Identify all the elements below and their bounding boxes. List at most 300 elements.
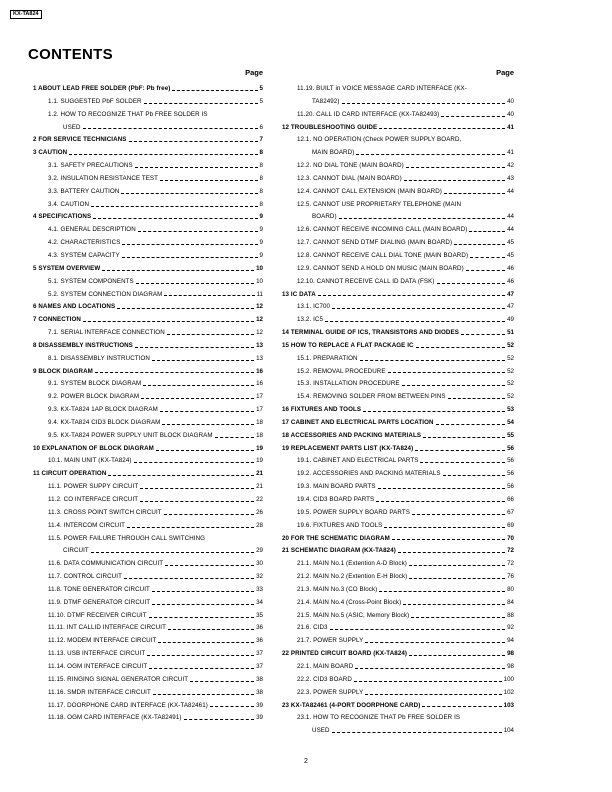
toc-entry-title: 7 CONNECTION — [33, 316, 81, 324]
toc-subsection-entry[interactable] — [33, 327, 263, 340]
toc-subsection-entry[interactable] — [282, 378, 514, 391]
toc-entry-title: 11.2. CO INTERFACE CIRCUIT — [48, 496, 139, 503]
toc-subsection-entry[interactable] — [33, 237, 263, 250]
dot-leader — [411, 617, 505, 618]
toc-entry-title: BOARD) — [312, 213, 337, 221]
toc-section-entry[interactable] — [282, 533, 514, 546]
dot-leader — [342, 103, 506, 104]
dot-leader — [355, 668, 505, 669]
toc-entry-page: 102 — [503, 688, 514, 696]
dot-leader — [354, 681, 502, 682]
toc-section-entry[interactable] — [282, 327, 514, 340]
dot-leader — [91, 552, 254, 553]
dot-leader — [165, 565, 254, 566]
toc-subsection-entry[interactable] — [33, 661, 263, 674]
toc-subsection-entry[interactable] — [282, 263, 514, 276]
toc-entry-title: 12.4. CANNOT CALL EXTENSION (MAIN BOARD) — [297, 187, 442, 195]
toc-subsection-entry[interactable] — [282, 147, 514, 160]
toc-list — [33, 83, 263, 725]
toc-subsection-entry[interactable] — [282, 481, 514, 494]
dot-leader — [441, 116, 505, 117]
toc-entry-title: 12.2. NO DIAL TONE (MAIN BOARD) — [297, 162, 404, 170]
toc-entry-title: 9.3. KX-TA824 1AP BLOCK DIAGRAM — [48, 406, 158, 414]
toc-subsection-entry[interactable] — [282, 314, 514, 327]
toc-entry-title: 11.1. POWER SUPPY CIRCUIT — [48, 483, 139, 491]
dot-leader — [124, 578, 254, 579]
toc-entry-title: 9.1. SYSTEM BLOCK DIAGRAM — [48, 380, 142, 388]
toc-subsection-entry[interactable] — [282, 661, 514, 674]
toc-entry-title: 11.12. MODEM INTERFACE CIRCUIT — [48, 637, 157, 645]
toc-section-entry[interactable] — [282, 289, 514, 302]
dot-leader — [409, 655, 505, 656]
toc-section-entry[interactable] — [33, 83, 263, 96]
toc-entry-title: 4.1. GENERAL DESCRIPTION — [48, 226, 136, 234]
toc-section-entry[interactable] — [282, 648, 514, 661]
toc-subsection-entry[interactable] — [282, 237, 514, 250]
toc-entry-title: 15.1. PREPARATION — [297, 354, 358, 362]
toc-subsection-entry[interactable] — [33, 289, 263, 302]
toc-entry-title: 14 TERMINAL GUIDE OF ICS, TRANSISTORS AND DIODES — [282, 329, 459, 337]
toc-subsection-entry[interactable] — [282, 507, 514, 520]
toc-subsection-entry[interactable] — [33, 378, 263, 391]
dot-leader — [365, 642, 505, 643]
toc-entry-title: 3.3. BATTERY CAUTION — [48, 187, 120, 195]
dot-leader — [140, 501, 254, 502]
dot-leader — [122, 257, 258, 258]
toc-entry-page: 16 — [256, 367, 263, 375]
toc-entry-page: 88 — [507, 611, 514, 619]
toc-subsection-entry[interactable] — [33, 533, 263, 546]
toc-entry-page: 8 — [259, 162, 263, 170]
toc-entry-page: 54 — [507, 418, 514, 426]
dot-leader — [83, 321, 254, 322]
toc-entry-page: 9 — [259, 226, 263, 234]
dot-leader — [392, 539, 505, 540]
dot-leader — [152, 604, 254, 605]
toc-entry-page: 52 — [507, 341, 514, 349]
toc-entry-title: 21.2. MAIN No.2 (Extention E-H Block) — [297, 573, 408, 581]
toc-entry-title: 11.7. CONTROL CIRCUIT — [48, 573, 122, 581]
dot-leader — [215, 437, 254, 438]
toc-entry-page: 70 — [507, 534, 514, 542]
toc-entry-page: 40 — [507, 97, 514, 105]
toc-subsection-entry[interactable] — [282, 276, 514, 289]
toc-subsection-entry[interactable] — [282, 610, 514, 623]
toc-entry-title: 12.1. NO OPERATION (Check POWER SUPPLY BOARD, — [297, 136, 462, 144]
toc-section-entry[interactable] — [282, 430, 514, 443]
toc-entry-title: MAIN BOARD) — [312, 149, 355, 157]
toc-entry-page: 19 — [256, 444, 263, 452]
toc-entry-title: 11.18. OGM CARD INTERFACE (KX-TA82491) — [48, 714, 182, 722]
toc-entry-title: 1 ABOUT LEAD FREE SOLDER (PbF: Pb free) — [33, 85, 171, 92]
toc-subsection-entry[interactable] — [282, 558, 514, 571]
dot-leader — [108, 475, 254, 476]
toc-entry-page: 39 — [256, 701, 263, 709]
dot-leader — [332, 732, 502, 733]
dot-leader — [164, 514, 254, 515]
toc-subsection-entry[interactable] — [282, 455, 514, 468]
toc-subsection-entry[interactable] — [33, 109, 263, 122]
toc-entry-title: 11.10. DTMF RECEIVER CIRCUIT — [48, 611, 147, 619]
toc-entry-page: 21 — [256, 483, 263, 491]
toc-entry-title: 11.4. INTERCOM CIRCUIT — [48, 521, 126, 529]
toc-subsection-entry[interactable] — [33, 455, 263, 468]
toc-subsection-entry[interactable] — [282, 173, 514, 186]
toc-subsection-entry[interactable] — [33, 610, 263, 623]
toc-subsection-entry[interactable] — [33, 571, 263, 584]
toc-entry-page: 12 — [256, 316, 263, 324]
toc-section-entry[interactable] — [282, 443, 514, 456]
toc-section-entry[interactable] — [33, 468, 263, 481]
toc-subsection-entry[interactable] — [282, 134, 514, 147]
toc-subsection-entry[interactable] — [33, 712, 263, 725]
toc-entry-page: 66 — [507, 496, 514, 503]
toc-subsection-entry[interactable] — [282, 250, 514, 263]
toc-entry-page: 45 — [507, 251, 514, 259]
toc-entry-page: 47 — [507, 303, 514, 311]
toc-entry-title: 11.9. DTMF GENERATOR CIRCUIT — [48, 598, 151, 606]
dot-leader — [454, 244, 505, 245]
toc-subsection-entry[interactable] — [33, 353, 263, 366]
toc-entry-title: 19.2. ACCESSORIES AND PACKING MATERIALS — [297, 470, 441, 478]
toc-subsection-entry[interactable] — [282, 160, 514, 173]
toc-entry-title: 19 REPLACEMENT PARTS LIST (KX-TA824) — [282, 444, 414, 452]
dot-leader — [83, 128, 258, 129]
toc-subsection-entry[interactable] — [33, 622, 263, 635]
toc-entry-title: 12.7. CANNOT SEND DTMF DIALING (MAIN BOARD) — [297, 239, 453, 247]
toc-subsection-entry[interactable] — [33, 648, 263, 661]
toc-subsection-entry[interactable] — [282, 494, 514, 507]
toc-subsection-entry[interactable] — [282, 712, 514, 725]
toc-subsection-entry[interactable] — [33, 250, 263, 263]
toc-entry-page: 52 — [507, 393, 514, 401]
toc-subsection-entry[interactable] — [282, 622, 514, 635]
toc-entry-title: 22.1. MAIN BOARD — [297, 662, 354, 670]
toc-entry-page: 44 — [507, 213, 514, 221]
toc-entry-page: 104 — [503, 727, 514, 735]
toc-entry-page: 72 — [507, 547, 514, 555]
toc-entry-page: 52 — [507, 354, 514, 362]
toc-entry-title: 11.8. TONE GENERATOR CIRCUIT — [48, 585, 150, 593]
toc-entry-title: 8 DISASSEMBLY INSTRUCTIONS — [33, 341, 133, 349]
toc-subsection-entry[interactable] — [282, 520, 514, 533]
toc-section-entry[interactable] — [282, 404, 514, 417]
toc-section-entry[interactable] — [33, 134, 263, 147]
toc-entry-page: 9 — [259, 251, 263, 259]
dot-leader — [121, 193, 257, 194]
dot-leader — [210, 706, 254, 707]
toc-subsection-entry[interactable] — [33, 430, 263, 443]
toc-entry-title: 10.1. MAIN UNIT (KX-TA824) — [48, 457, 132, 465]
dot-leader — [376, 501, 505, 502]
toc-subsection-entry[interactable] — [33, 635, 263, 648]
toc-entry-page: 69 — [507, 521, 514, 529]
dot-leader — [423, 437, 505, 438]
toc-subsection-entry[interactable] — [282, 96, 514, 109]
toc-entry-title: 19.4. CID3 BOARD PARTS — [297, 496, 375, 503]
toc-entry-page: 56 — [507, 483, 514, 491]
toc-subsection-entry[interactable] — [33, 700, 263, 713]
dot-leader — [422, 706, 501, 707]
dot-leader — [402, 385, 505, 386]
toc-entry-page: 44 — [507, 187, 514, 195]
toc-entry-title: 11.11. INT CALLID INTERFACE CIRCUIT — [48, 624, 166, 632]
toc-section-entry[interactable] — [33, 211, 263, 224]
toc-section-entry[interactable] — [282, 340, 514, 353]
toc-entry-title: 7.1. SERIAL INTERFACE CONNECTION — [48, 329, 165, 337]
toc-entry-page: 41 — [507, 149, 514, 157]
toc-entry-page: 52 — [507, 380, 514, 388]
toc-subsection-entry[interactable] — [33, 558, 263, 571]
toc-entry-title: 11.19. BUILT in VOICE MESSAGE CARD INTERFACE (KX- — [297, 85, 467, 92]
toc-entry-page: 37 — [256, 662, 263, 670]
toc-entry-page: 18 — [256, 418, 263, 426]
toc-subsection-entry[interactable] — [282, 186, 514, 199]
dot-leader — [378, 488, 505, 489]
toc-section-entry[interactable] — [33, 301, 263, 314]
dot-leader — [339, 218, 505, 219]
toc-entry-title: 23.1. HOW TO RECOGNIZE THAT Pb FREE SOLDER IS — [297, 714, 461, 722]
toc-entry-title: 3.1. SAFETY PRECAUTIONS — [48, 162, 133, 170]
toc-entry-page: 37 — [256, 650, 263, 658]
toc-subsection-entry[interactable] — [33, 404, 263, 417]
dot-leader — [469, 231, 505, 232]
toc-subsection-entry[interactable] — [33, 494, 263, 507]
toc-entry-title: 15.2. REMOVAL PROCEDURE — [297, 367, 386, 375]
toc-entry-title: 9.4. KX-TA824 CID3 BLOCK DIAGRAM — [48, 418, 161, 426]
toc-entry-title: 1.2. HOW TO RECOGNIZE THAT Pb FREE SOLDER IS — [48, 110, 208, 118]
toc-entry-title: 15.4. REMOVING SOLDER FROM BETWEEN PINS — [297, 393, 446, 401]
dot-leader — [444, 193, 505, 194]
toc-entry-title: 11.13. USB INTERFACE CIRCUIT — [48, 650, 146, 658]
toc-entry-title: TA82492) — [312, 97, 340, 105]
toc-subsection-entry[interactable] — [33, 674, 263, 687]
toc-entry-page: 45 — [507, 239, 514, 247]
toc-section-entry[interactable] — [282, 545, 514, 558]
toc-entry-page: 55 — [507, 431, 514, 439]
dot-leader — [152, 591, 254, 592]
toc-subsection-entry[interactable] — [33, 481, 263, 494]
toc-entry-title: 13 IC DATA — [282, 290, 316, 298]
dot-leader — [93, 218, 257, 219]
dot-leader — [318, 295, 505, 296]
toc-section-entry[interactable] — [282, 417, 514, 430]
toc-entry-page: 28 — [256, 521, 263, 529]
toc-section-entry[interactable] — [33, 443, 263, 456]
dot-leader — [153, 694, 254, 695]
dot-leader — [448, 398, 505, 399]
dot-leader — [190, 681, 254, 682]
toc-subsection-entry[interactable] — [282, 211, 514, 224]
dot-leader — [143, 385, 254, 386]
toc-subsection-entry[interactable] — [282, 725, 514, 738]
toc-entry-page: 9 — [259, 213, 263, 221]
toc-entry-page: 47 — [507, 290, 514, 298]
dot-leader — [160, 411, 254, 412]
toc-subsection-entry[interactable] — [282, 199, 514, 212]
toc-entry-page: 53 — [507, 406, 514, 414]
toc-entry-page: 38 — [256, 688, 263, 696]
toc-entry-page: 44 — [507, 226, 514, 234]
toc-entry-title: 18 ACCESSORIES AND PACKING MATERIALS — [282, 431, 422, 439]
dot-leader — [416, 347, 506, 348]
toc-entry-title: 19.3. MAIN BOARD PARTS — [297, 483, 376, 491]
toc-list — [282, 83, 514, 738]
dot-leader — [164, 295, 254, 296]
dot-leader — [412, 514, 505, 515]
toc-entry-page: 94 — [507, 637, 514, 645]
dot-leader — [156, 450, 254, 451]
dot-leader — [443, 475, 505, 476]
dot-leader — [127, 527, 254, 528]
toc-section-entry[interactable] — [33, 263, 263, 276]
toc-entry-page: 5 — [259, 97, 263, 105]
toc-entry-title: 11.15. RINGING SIGNAL GENERATOR CIRCUIT — [48, 675, 189, 683]
toc-entry-title: 12.10. CANNOT RECEIVE CALL ID DATA (FSK) — [297, 277, 435, 285]
toc-entry-title: 21.6. CID3 — [297, 624, 328, 632]
toc-subsection-entry[interactable] — [282, 674, 514, 687]
toc-subsection-entry[interactable] — [282, 687, 514, 700]
toc-entry-page: 49 — [507, 316, 514, 324]
dot-leader — [141, 398, 254, 399]
dot-leader — [102, 270, 254, 271]
toc-entry-page: 17 — [256, 393, 263, 401]
toc-entry-page: 33 — [256, 585, 263, 593]
toc-subsection-entry[interactable] — [33, 224, 263, 237]
toc-entry-page: 19 — [256, 457, 263, 465]
toc-subsection-entry[interactable] — [282, 635, 514, 648]
dot-leader — [144, 103, 258, 104]
toc-subsection-entry[interactable] — [282, 391, 514, 404]
dot-leader — [147, 655, 254, 656]
toc-section-entry[interactable] — [33, 340, 263, 353]
toc-section-entry[interactable] — [282, 700, 514, 713]
dot-leader — [363, 411, 505, 412]
page-title: CONTENTS — [28, 46, 113, 63]
toc-subsection-entry[interactable] — [33, 507, 263, 520]
toc-entry-page: 52 — [507, 367, 514, 375]
toc-entry-title: 11.14. OGM INTERFACE CIRCUIT — [48, 662, 148, 670]
toc-subsection-entry[interactable] — [282, 83, 514, 96]
toc-subsection-entry[interactable] — [33, 186, 263, 199]
toc-section-entry[interactable] — [33, 147, 263, 160]
toc-subsection-entry[interactable] — [33, 96, 263, 109]
dot-leader — [403, 604, 505, 605]
dot-leader — [420, 462, 505, 463]
toc-subsection-entry[interactable] — [282, 109, 514, 122]
toc-entry-page: 56 — [507, 444, 514, 452]
toc-entry-title: 21.3. MAIN No.3 (CO Block) — [297, 585, 378, 593]
toc-subsection-entry[interactable] — [33, 122, 263, 135]
toc-entry-title: 19.5. POWER SUPPLY BOARD PARTS — [297, 508, 410, 516]
toc-subsection-entry[interactable] — [33, 584, 263, 597]
toc-subsection-entry[interactable] — [33, 545, 263, 558]
dot-leader — [152, 360, 254, 361]
toc-subsection-entry[interactable] — [33, 173, 263, 186]
toc-subsection-entry[interactable] — [33, 520, 263, 533]
toc-entry-title: 20 FOR THE SCHEMATIC DIAGRAM — [282, 534, 390, 542]
toc-entry-title: 8.1. DISASSEMBLY INSTRUCTION — [48, 354, 150, 362]
toc-entry-title: 11.17. DOORPHONE CARD INTERFACE (KX-TA82461) — [48, 701, 208, 709]
toc-subsection-entry[interactable] — [282, 366, 514, 379]
dot-leader — [117, 308, 254, 309]
dot-leader — [406, 167, 505, 168]
toc-subsection-entry[interactable] — [33, 417, 263, 430]
toc-section-entry[interactable] — [282, 122, 514, 135]
dot-leader — [149, 668, 254, 669]
toc-entry-title: 12.9. CANNOT SEND A HOLD ON MUSIC (MAIN BOARD) — [297, 264, 464, 272]
toc-entry-title: 4.2. CHARACTERISTICS — [48, 239, 121, 247]
toc-entry-page: 21 — [256, 470, 263, 478]
toc-entry-title: 5 SYSTEM OVERVIEW — [33, 264, 101, 272]
toc-entry-page: 22 — [256, 496, 263, 503]
toc-entry-page: 36 — [256, 624, 263, 632]
toc-subsection-entry[interactable] — [282, 301, 514, 314]
toc-entry-title: 11.16. SMDR INTERFACE CIRCUIT — [48, 688, 151, 696]
toc-entry-title: 3.2. INSULATION RESISTANCE TEST — [48, 174, 159, 182]
toc-entry-title: USED — [63, 123, 81, 131]
toc-entry-title: 12.6. CANNOT RECEIVE INCOMING CALL (MAIN BOARD) — [297, 226, 468, 234]
toc-entry-page: 32 — [256, 573, 263, 581]
toc-entry-title: 6 NAMES AND LOCATIONS — [33, 303, 116, 311]
dot-leader — [129, 141, 258, 142]
dot-leader — [470, 257, 505, 258]
toc-section-entry[interactable] — [33, 366, 263, 379]
dot-leader — [160, 180, 258, 181]
toc-entry-page: 29 — [256, 547, 263, 555]
toc-entry-title: 21.1. MAIN No.1 (Extention A-D Block) — [297, 560, 407, 568]
toc-subsection-entry[interactable] — [282, 584, 514, 597]
toc-entry-page: 42 — [507, 162, 514, 170]
dot-leader — [330, 629, 506, 630]
toc-subsection-entry[interactable] — [33, 160, 263, 173]
toc-entry-title: 13.2. IC5 — [297, 316, 324, 324]
toc-subsection-entry[interactable] — [282, 353, 514, 366]
toc-entry-page: 13 — [256, 341, 263, 349]
toc-entry-page: 39 — [256, 714, 263, 722]
toc-entry-title: 13.1. IC700 — [297, 303, 331, 311]
toc-entry-page: 51 — [507, 329, 514, 337]
toc-entry-page: 16 — [256, 380, 263, 388]
toc-entry-page: 80 — [507, 585, 514, 593]
toc-subsection-entry[interactable] — [33, 687, 263, 700]
toc-right-column — [282, 67, 514, 738]
toc-subsection-entry[interactable] — [282, 571, 514, 584]
dot-leader — [379, 128, 505, 129]
dot-leader — [388, 372, 506, 373]
toc-subsection-entry[interactable] — [33, 391, 263, 404]
dot-leader — [172, 90, 257, 91]
toc-subsection-entry[interactable] — [33, 597, 263, 610]
toc-entry-page: 17 — [256, 406, 263, 414]
toc-subsection-entry[interactable] — [282, 224, 514, 237]
toc-entry-title: 12.8. CANNOT RECEIVE CALL DIAL TONE (MAIN BOARD) — [297, 251, 469, 259]
toc-entry-page: 84 — [507, 598, 514, 606]
toc-entry-page: 38 — [256, 675, 263, 683]
toc-entry-title: 22.2. CID3 BOARD — [297, 675, 352, 683]
toc-section-entry[interactable] — [33, 314, 263, 327]
toc-entry-page: 41 — [507, 123, 514, 131]
toc-entry-title: 23 KX-TA82461 (4-PORT DOORPHONE CARD) — [282, 701, 421, 709]
dot-leader — [158, 642, 254, 643]
toc-subsection-entry[interactable] — [282, 597, 514, 610]
dot-leader — [398, 552, 505, 553]
toc-subsection-entry[interactable] — [33, 199, 263, 212]
toc-entry-page: 56 — [507, 457, 514, 465]
toc-entry-page: 76 — [507, 573, 514, 581]
toc-subsection-entry[interactable] — [282, 468, 514, 481]
toc-subsection-entry[interactable] — [33, 276, 263, 289]
